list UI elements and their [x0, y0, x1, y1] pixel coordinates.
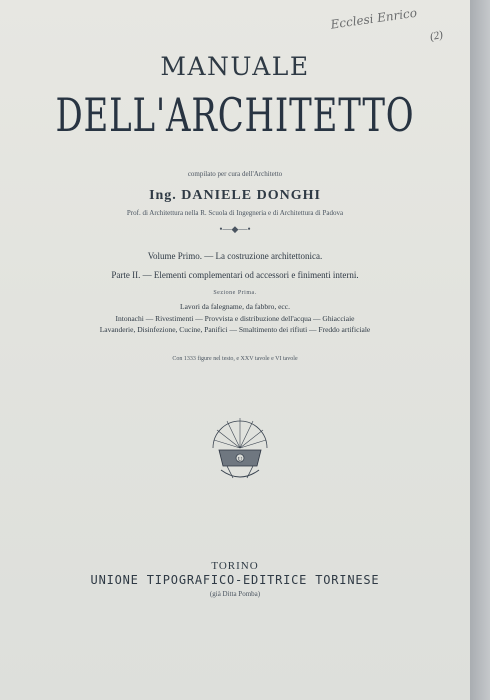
contents-line-3: Lavanderie, Disinfezione, Cucine, Panifici — Smaltimento dei rifiuti — Freddo artificiale [99, 325, 371, 334]
author-name: Ing. DANIELE DONGHI [149, 188, 321, 203]
ornament-divider: •—◆—• [219, 224, 251, 234]
figures-note: Con 1333 figure nel testo, e XXV tavole e VI tavole [172, 356, 298, 362]
publisher-name: UNIONE TIPOGRAFICO-EDITRICE TORINESE [90, 573, 380, 587]
contents-line-1: Lavori da falegname, da fabbro, ecc. [180, 302, 290, 311]
handwritten-mark: (2) [428, 28, 444, 44]
sezione-heading: Sezione Prima. [213, 290, 257, 296]
parte-line: Parte II. — Elementi complementari od accessori e finimenti interni. [111, 270, 359, 280]
publisher-former-name: (già Ditta Pomba) [209, 590, 261, 598]
page-edge [470, 0, 490, 700]
svg-text:U: U [237, 457, 243, 463]
publisher-city: TORINO [211, 560, 259, 572]
title-line-2: DELL'ARCHITETTO [55, 88, 415, 142]
handwritten-note: Ecclesi Enrico [329, 5, 418, 32]
volume-line: Volume Primo. — La costruzione architettonica. [147, 251, 323, 261]
publisher-emblem-icon [205, 408, 275, 488]
contents-line-2: Intonachi — Rivestimenti — Provvista e distribuzione dell'acqua — Ghiacciaie [115, 314, 355, 323]
compiled-by: compilato per cura dell'Architetto [187, 170, 283, 178]
author-title: Prof. di Architettura nella R. Scuola di Ingegneria e di Architettura di Padova [126, 209, 344, 217]
title-line-1: MANUALE [160, 52, 310, 81]
